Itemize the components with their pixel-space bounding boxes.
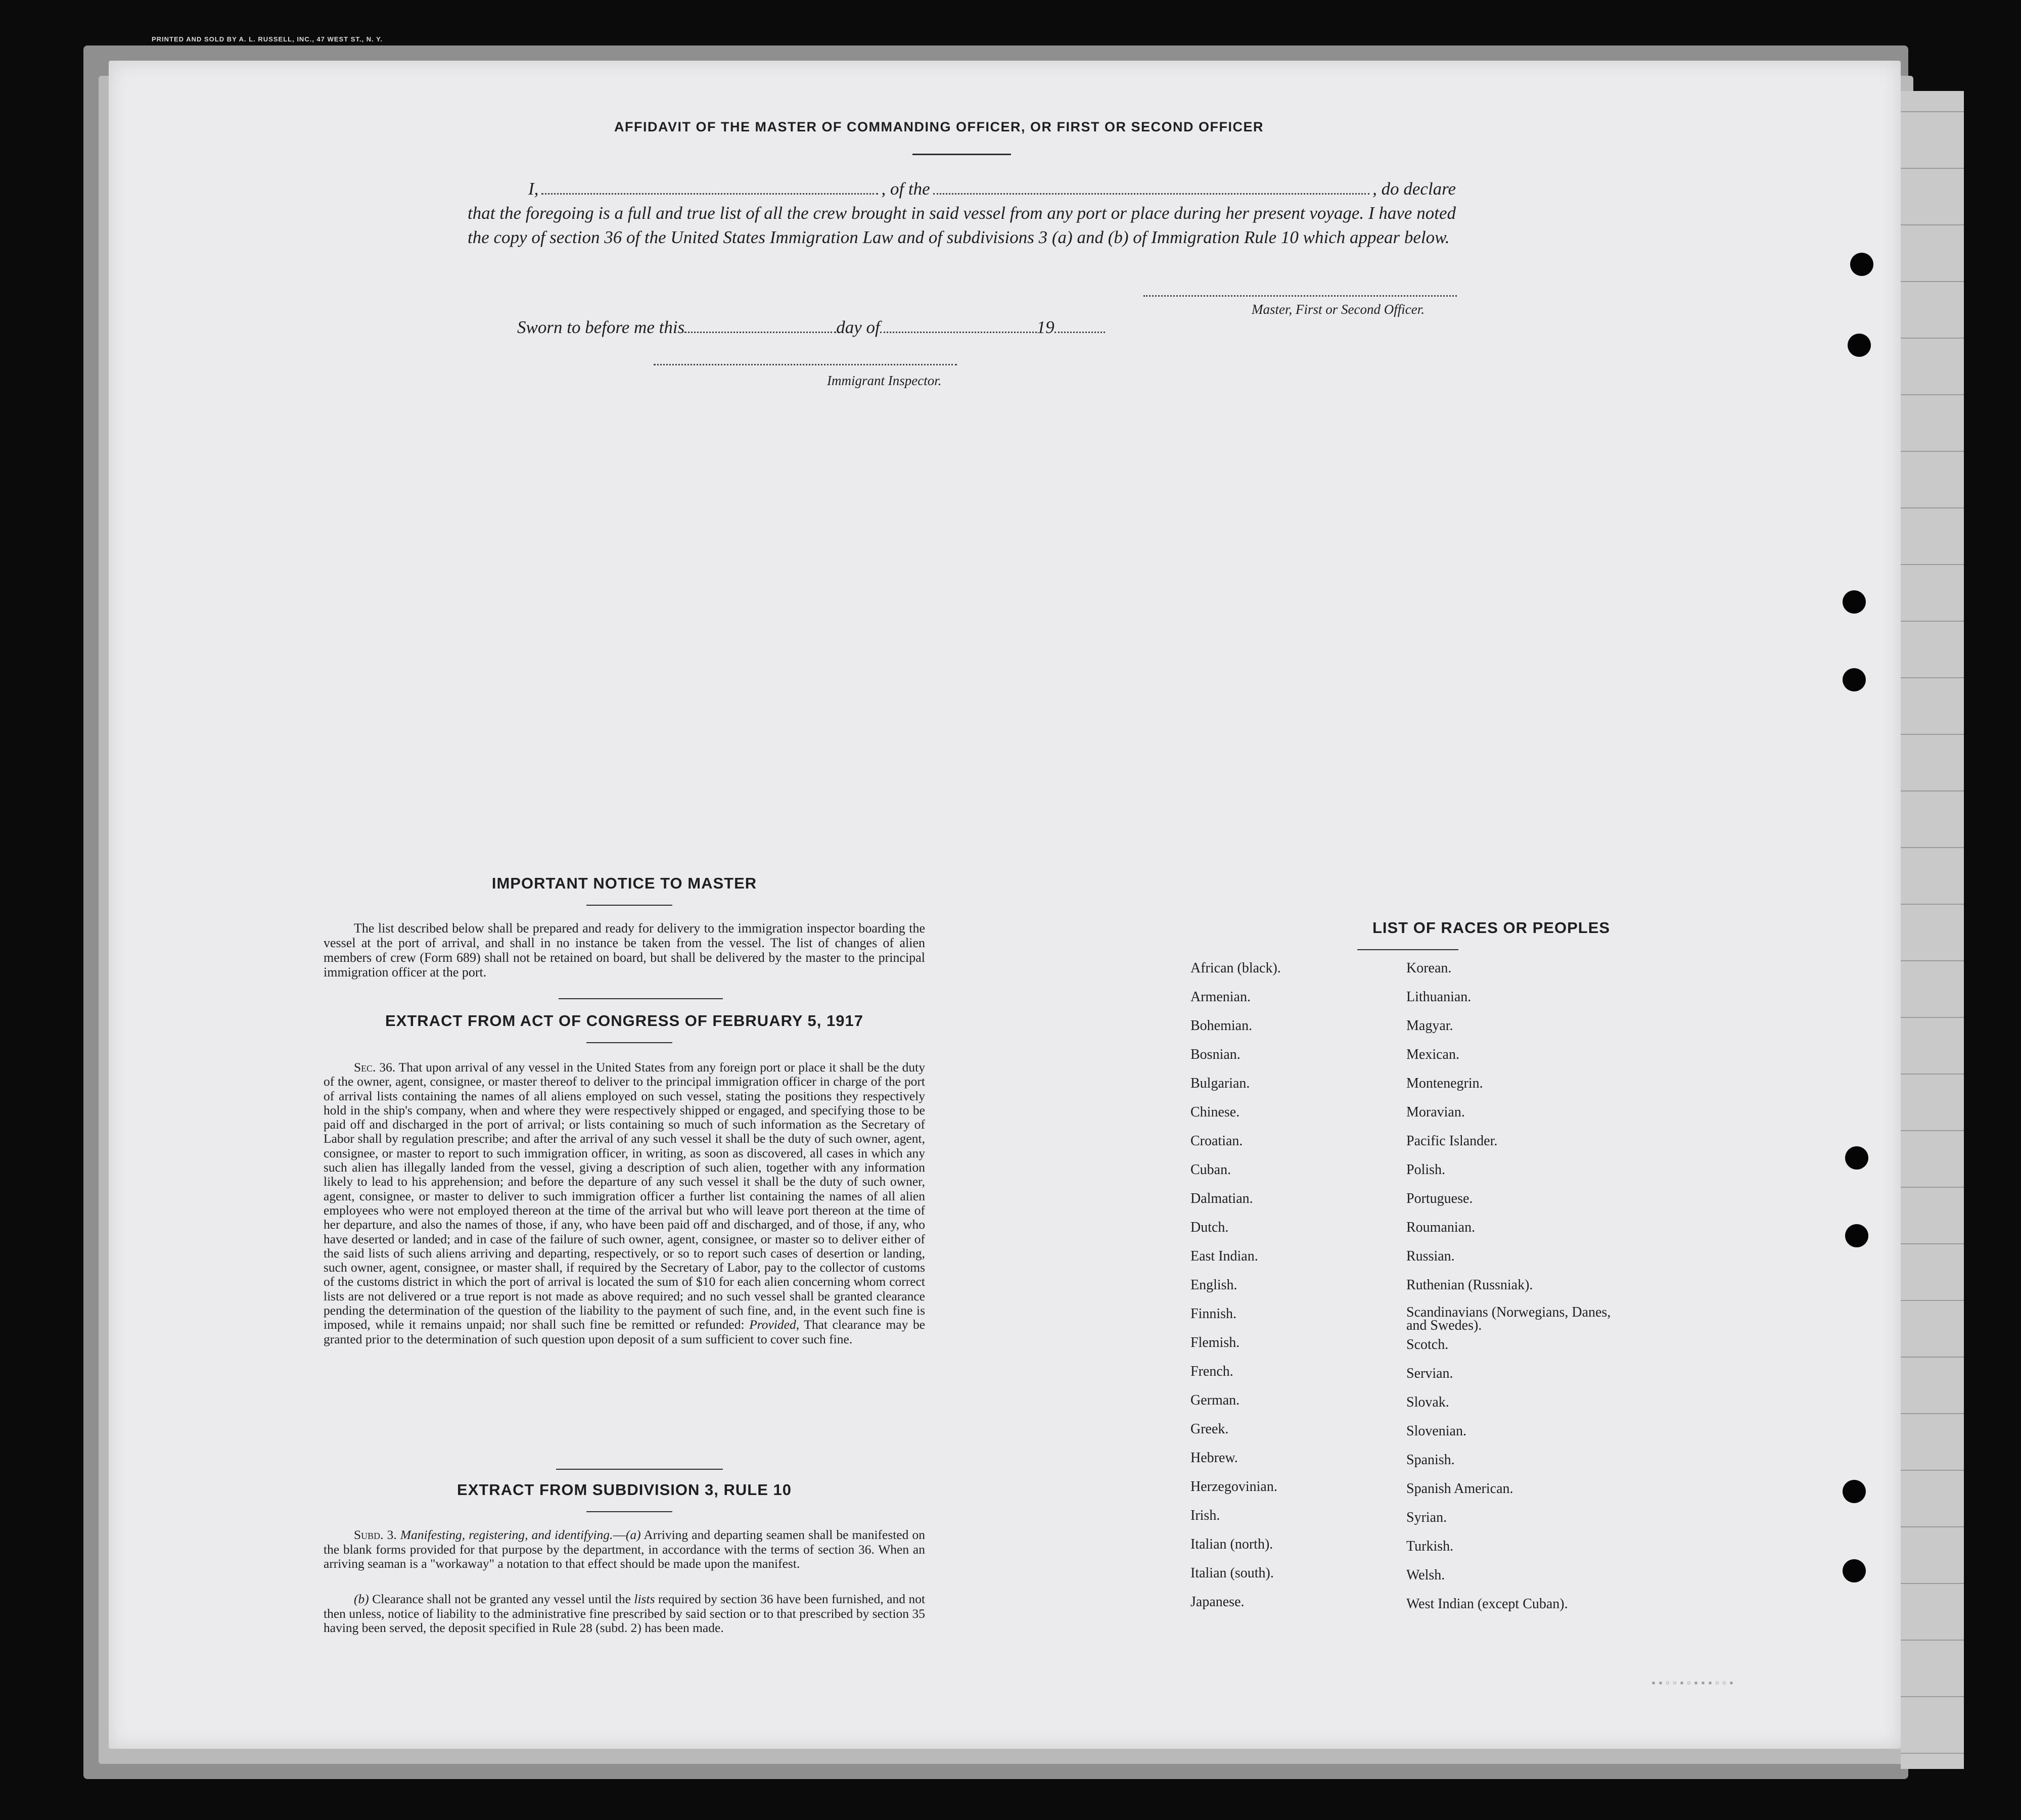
- year-prefix: 19: [1036, 317, 1054, 337]
- ledger-rule: [1901, 790, 1964, 791]
- ledger-rule: [1901, 1640, 1964, 1641]
- race-item: Croatian.: [1190, 1133, 1243, 1149]
- ledger-rule: [1901, 507, 1964, 508]
- officer-signature-label: Master, First or Second Officer.: [1252, 302, 1425, 317]
- race-item: English.: [1190, 1277, 1237, 1293]
- rule-extract-title: EXTRACT FROM SUBDIVISION 3, RULE 10: [457, 1481, 792, 1499]
- race-item: Slovenian.: [1406, 1423, 1466, 1439]
- race-item: Ruthenian (Russniak).: [1406, 1277, 1533, 1293]
- notice-divider: [559, 998, 723, 999]
- subd-label: Subd. 3.: [354, 1527, 397, 1542]
- ledger-rule: [1901, 1300, 1964, 1301]
- ledger-rule: [1901, 904, 1964, 905]
- race-item: Bosnian.: [1190, 1047, 1241, 1062]
- ledger-rule: [1901, 734, 1964, 735]
- ledger-rule: [1901, 1753, 1964, 1754]
- subd-b-body-1: Clearance shall not be granted any vessel until the: [372, 1592, 631, 1606]
- notice-rule: [586, 905, 672, 906]
- punch-hole-icon: [1848, 334, 1871, 357]
- race-item: Scotch.: [1406, 1337, 1449, 1352]
- ledger-rule: [1901, 281, 1964, 282]
- ledger-rule: [1901, 1243, 1964, 1244]
- race-item: Syrian.: [1406, 1510, 1447, 1525]
- race-item: Russian.: [1406, 1248, 1455, 1264]
- race-item: Servian.: [1406, 1366, 1453, 1381]
- sworn-line: [517, 317, 1124, 338]
- name-field[interactable]: [541, 193, 878, 195]
- subd-a-label: (a): [625, 1527, 641, 1542]
- ledger-rule: [1901, 1130, 1964, 1131]
- ledger-rule: [1901, 564, 1964, 565]
- ledger-rule: [1901, 168, 1964, 169]
- race-item: Welsh.: [1406, 1567, 1445, 1583]
- ledger-rule: [1901, 1413, 1964, 1414]
- race-item: Montenegrin.: [1406, 1076, 1483, 1091]
- ledger-rule: [1901, 1696, 1964, 1697]
- affidavit-body: [468, 177, 1456, 250]
- ledger-rule: [1901, 1526, 1964, 1527]
- race-item: West Indian (except Cuban).: [1406, 1596, 1568, 1612]
- affidavit-title: AFFIDAVIT OF THE MASTER OF COMMANDING OFFICER, OR FIRST OR SECOND OFFICER: [614, 119, 1264, 134]
- subdivision-a-text: Subd. 3. Manifesting, registering, and identifying.—(a) Arriving and departing seamen shall be manifested on the blank forms provided for that purpose by the department, in accordance with the terms of section 36. When an arriving seaman is a "workaway" a notation to that effect should be made upon the manifest.: [324, 1527, 926, 1571]
- subd-b-body-2: required by section 36 have been furnished, and not then unless, notice of liability to the administrative fine prescribed by said section or to that prescribed by section 35 having been served, the deposit specified in Rule 28 (subd. 2) has been made.: [324, 1592, 926, 1635]
- race-item: Polish.: [1406, 1162, 1446, 1178]
- notice-title: IMPORTANT NOTICE TO MASTER: [491, 874, 757, 892]
- ledger-rule: [1901, 677, 1964, 678]
- ledger-rule: [1901, 1017, 1964, 1018]
- punch-hole-icon: [1843, 590, 1866, 614]
- sworn-year-field[interactable]: [1054, 331, 1105, 333]
- race-item: Italian (north).: [1190, 1536, 1273, 1552]
- race-item: Finnish.: [1190, 1306, 1237, 1322]
- side-ledger-strip: [1901, 91, 1964, 1769]
- proviso-body: That clearance may be granted prior to the determination of such question upon deposit of a sum sufficient to cover such fine.: [324, 1317, 926, 1346]
- race-item: Turkish.: [1406, 1538, 1454, 1554]
- race-item: Mexican.: [1406, 1047, 1459, 1062]
- sworn-text: Sworn to before me this: [517, 317, 685, 337]
- subd-b-label: (b): [354, 1592, 369, 1606]
- notice-body: The list described below shall be prepared and ready for delivery to the immigration inspector boarding the vessel at the port of arrival, and shall in no instance be taken from the vessel. The list of changes of alien members of crew (Form 689) shall not be retained on board, but shall be delivered by the master to the principal immigration officer at the port.: [324, 921, 925, 979]
- races-title-rule: [1357, 949, 1458, 950]
- act-extract-title: EXTRACT FROM ACT OF CONGRESS OF FEBRUARY 5, 1917: [385, 1012, 863, 1030]
- race-item: Cuban.: [1190, 1162, 1231, 1178]
- punch-hole-icon: [1845, 1146, 1868, 1170]
- rule-title-rule: [586, 1511, 672, 1512]
- punch-hole-icon: [1843, 1559, 1866, 1582]
- title-rule: [912, 154, 1011, 155]
- act-title-rule: [586, 1042, 672, 1043]
- race-item: Italian (south).: [1190, 1565, 1274, 1581]
- race-item: African (black).: [1190, 960, 1281, 976]
- race-item: Magyar.: [1406, 1018, 1453, 1034]
- sworn-month-field[interactable]: [880, 331, 1037, 333]
- race-item: French.: [1190, 1364, 1233, 1379]
- sworn-day-field[interactable]: [684, 331, 836, 333]
- ledger-rule: [1901, 847, 1964, 848]
- ledger-rule: [1901, 1074, 1964, 1075]
- ledger-rule: [1901, 394, 1964, 395]
- affidavit-of-the: , of the: [881, 179, 930, 199]
- race-item: Spanish American.: [1406, 1481, 1513, 1497]
- section-divider: [556, 1469, 723, 1470]
- subd-b-lists: lists: [634, 1592, 655, 1606]
- race-item: German.: [1190, 1392, 1240, 1408]
- race-item: Roumanian.: [1406, 1220, 1476, 1235]
- race-item: Bulgarian.: [1190, 1076, 1250, 1091]
- race-item: Scandinavians (Norwegians, Danes, and Swedes).: [1406, 1304, 1611, 1333]
- section-36-text: [324, 1060, 925, 1346]
- inspector-signature-field[interactable]: [654, 364, 957, 365]
- punch-hole-icon: [1845, 1224, 1868, 1247]
- race-item: Moravian.: [1406, 1104, 1465, 1120]
- race-item: Korean.: [1406, 960, 1452, 976]
- section-body: That upon arrival of any vessel in the United States from any foreign port or place it shall be the duty of the owner, agent, consignee, or master thereof to deliver to the principal immigration officer in charge of the port of arrival lists containing the names of all aliens employed on such vessel, stating the positions they respectively hold in the ship's company, when and where they were respectively shipped or engaged, and specifying those to be paid off and discharged in the port of arrival; or lists containing so much of such information as the Secretary of Labor shall by regulation prescribe; and after the arrival of any such vessel it shall be the duty of such owner, agent, consignee, or master to report to such immigration officer, in writing, as soon as discovered, all cases in which any such alien has illegally landed from the vessel, giving a description of such alien, together with any information likely to lead to his apprehension; and before the departure of any such vessel it shall be the duty of such owner, agent, consignee, or master to deliver to such immigration officer a further list containing the names of all alien employees who were not employed thereon at the time of the arrival but who will leave port thereon at the time of her departure, and also the names of those, if any, who have been paid off and discharged, and of those, if any, who have deserted or landed; and in case of the failure of such owner, agent, consignee, or master so to deliver either of the said lists of such aliens arriving and departing, respectively, or so to report such cases of desertion or landing, such owner, agent, consignee, or master shall, if required by the Secretary of Labor, pay to the collector of customs of the customs district in which the port of arrival is located the sum of $10 for each alien concerning whom correct lists are not delivered or a true report is not made as above required; and no such vessel shall be granted clearance pending the determination of the question of the liability to the payment of such fine, and, in the event such fine is imposed, while it remains unpaid; nor shall such fine be remitted or refunded:: [324, 1060, 926, 1332]
- punch-hole-icon: [1850, 253, 1873, 276]
- ledger-rule: [1901, 224, 1964, 225]
- race-item: Dutch.: [1190, 1220, 1229, 1235]
- race-item: Bohemian.: [1190, 1018, 1253, 1034]
- ledger-rule: [1901, 338, 1964, 339]
- race-item: Chinese.: [1190, 1104, 1240, 1120]
- race-item: Pacific Islander.: [1406, 1133, 1498, 1149]
- printer-imprint: PRINTED AND SOLD BY A. L. RUSSELL, INC., 47 WEST ST., N. Y.: [152, 35, 383, 43]
- race-item: Slovak.: [1406, 1394, 1449, 1410]
- race-item: Flemish.: [1190, 1335, 1240, 1350]
- ledger-rule: [1901, 960, 1964, 961]
- ledger-rule: [1901, 1357, 1964, 1358]
- subd-heading: Manifesting, registering, and identifying.: [400, 1527, 613, 1542]
- affidavit-declare: , do declare: [1372, 179, 1456, 199]
- proviso-label: Provided,: [749, 1317, 800, 1332]
- ledger-rule: [1901, 621, 1964, 622]
- ledger-rule: [1901, 111, 1964, 112]
- ledger-rule: [1901, 1583, 1964, 1584]
- affidavit-i: I,: [528, 179, 539, 199]
- subd-a-body: Arriving and departing seamen shall be manifested on the blank forms provided for that purpose by the department, in accordance with the terms of section 36. When an arriving seaman is a "workaway" a notation to that effect should be made upon the manifest.: [324, 1527, 926, 1571]
- races-title: LIST OF RACES OR PEOPLES: [1372, 919, 1611, 937]
- race-item: Armenian.: [1190, 989, 1251, 1005]
- subdivision-b-text: [324, 1592, 925, 1636]
- ledger-rule: [1901, 1470, 1964, 1471]
- race-item: Greek.: [1190, 1421, 1229, 1437]
- race-item: East Indian.: [1190, 1248, 1258, 1264]
- archive-stamp-icon: ▪▪▫▫▪▫▪▪▪▫▫▪: [1650, 1678, 1736, 1690]
- officer-signature-field[interactable]: [1143, 295, 1457, 297]
- race-item: Irish.: [1190, 1508, 1220, 1523]
- day-of-text: day of: [836, 317, 880, 337]
- ledger-rule: [1901, 451, 1964, 452]
- race-item: Dalmatian.: [1190, 1191, 1253, 1206]
- section-label: Sec. 36.: [354, 1060, 396, 1075]
- affidavit-declaration-line: [468, 177, 1456, 201]
- race-item: Herzegovinian.: [1190, 1479, 1277, 1495]
- punch-hole-icon: [1843, 1480, 1866, 1503]
- vessel-field[interactable]: [933, 193, 1369, 195]
- race-item: Japanese.: [1190, 1594, 1245, 1610]
- race-item: Hebrew.: [1190, 1450, 1238, 1466]
- punch-hole-icon: [1843, 668, 1866, 691]
- ledger-rule: [1901, 1187, 1964, 1188]
- race-item: Portuguese.: [1406, 1191, 1473, 1206]
- race-item: Lithuanian.: [1406, 989, 1472, 1005]
- race-item: Spanish.: [1406, 1452, 1455, 1468]
- affidavit-statement: that the foregoing is a full and true list of all the crew brought in said vessel from any port or place during her present voyage. I have noted the copy of section 36 of the United States Immigration Law and of subdivisions 3 (a) and (b) of Immigration Rule 10 which appear below.: [468, 203, 1456, 247]
- inspector-label: Immigrant Inspector.: [827, 373, 942, 388]
